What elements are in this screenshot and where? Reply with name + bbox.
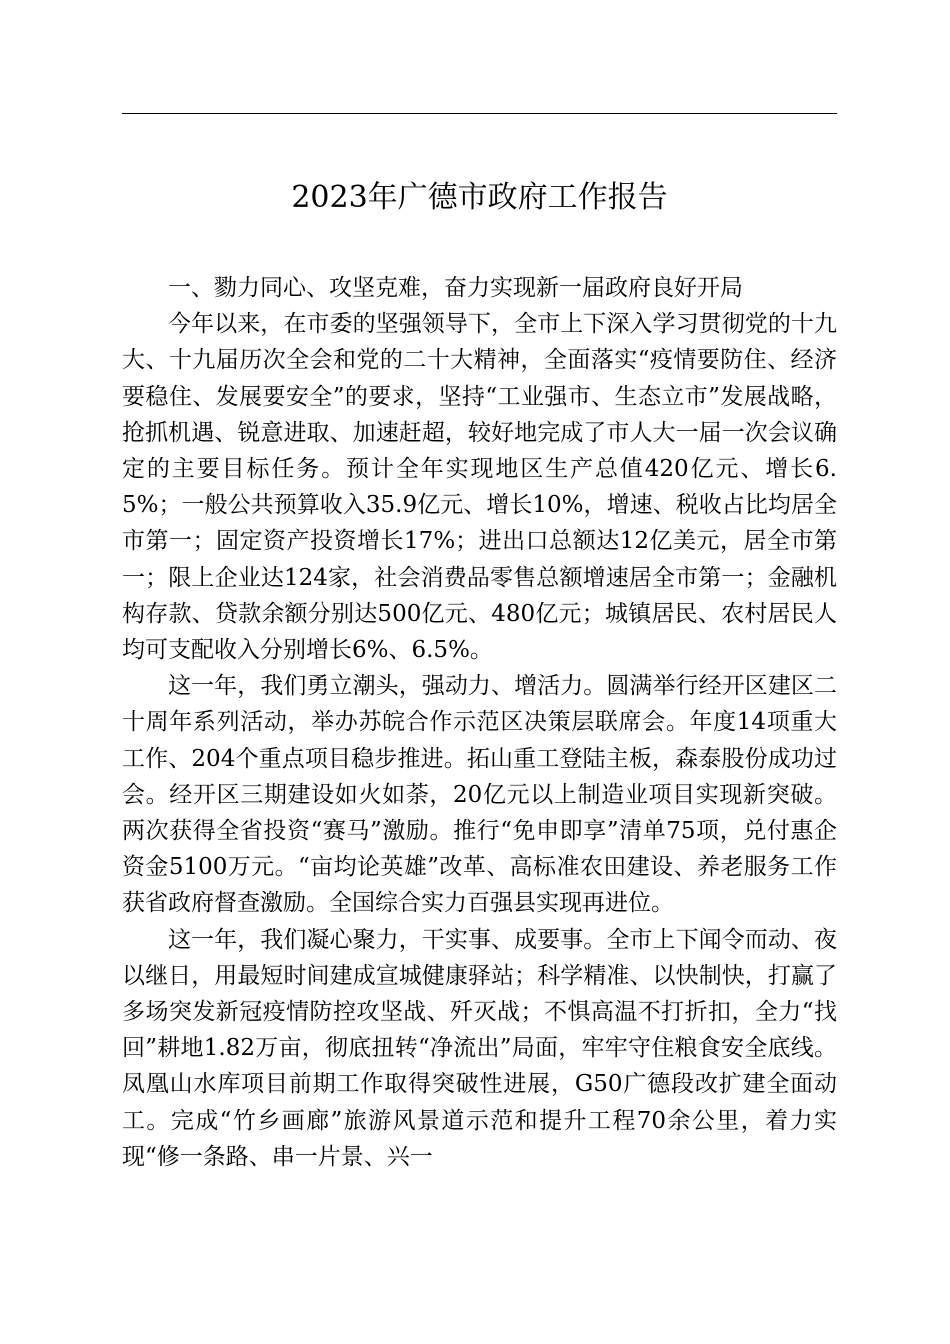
paragraph-1: 今年以来，在市委的坚强领导下，全市上下深入学习贯彻党的十九大、十九届历次全会和党的二十大精神，全面落实“疫情要防住、经济要稳住、发展要安全”的要求，坚持“工业强市、生态立市”发展战略，抢抓机遇、锐意进取、加速赶超，较好地完成了市人大一届一次会议确定的主要目标任务。预计全年实现地区生产总值420亿元、增长6.5%；一般公共预算收入35.9亿元、增长10%，增速、税收占比均居全市第一；固定资产投资增长17%；进出口总额达12亿美元，居全市第一；限上企业达124家，社会消费品零售总额增速居全市第一；金融机构存款、贷款余额分别达500亿元、480亿元；城镇居民、农村居民人均可支配收入分别增长6%、6.5%。 bbox=[122, 311, 837, 664]
paragraph-3: 这一年，我们凝心聚力，干实事、成要事。全市上下闻令而动、夜以继日，用最短时间建成宣城健康驿站；科学精准、以快制快，打赢了多场突发新冠疫情防控攻坚战、歼灭战；不惧高温不打折扣，全力“找回”耕地1.82万亩，彻底扭转“净流出”局面，牢牢守住粮食安全底线。凤凰山水库项目前期工作取得突破性进展，G50广德段改扩建全面动工。完成“竹乡画廊”旅游风景道示范和提升工程70余公里，着力实现“修一条路、串一片景、兴一 bbox=[122, 926, 837, 1170]
document-body bbox=[122, 270, 837, 1175]
paragraph-2: 这一年，我们勇立潮头，强动力、增活力。圆满举行经开区建区二十周年系列活动，举办苏皖合作示范区决策层联席会。年度14项重大工作、204个重点项目稳步推进。拓山重工登陆主板，森泰股份成功过会。经开区三期建设如火如荼，20亿元以上制造业项目实现新突破。两次获得全省投资“赛马”激励。推行“免申即享”清单75项，兑付惠企资金5100万元。“亩均论英雄”改革、高标准农田建设、养老服务工作获省政府督查激励。全国综合实力百强县实现再进位。 bbox=[122, 673, 837, 917]
header-rule bbox=[122, 113, 837, 114]
section-heading: 一、勠力同心、攻坚克难，奋力实现新一届政府良好开局 bbox=[168, 275, 743, 301]
document-title: 2023年广德市政府工作报告 bbox=[291, 180, 668, 215]
